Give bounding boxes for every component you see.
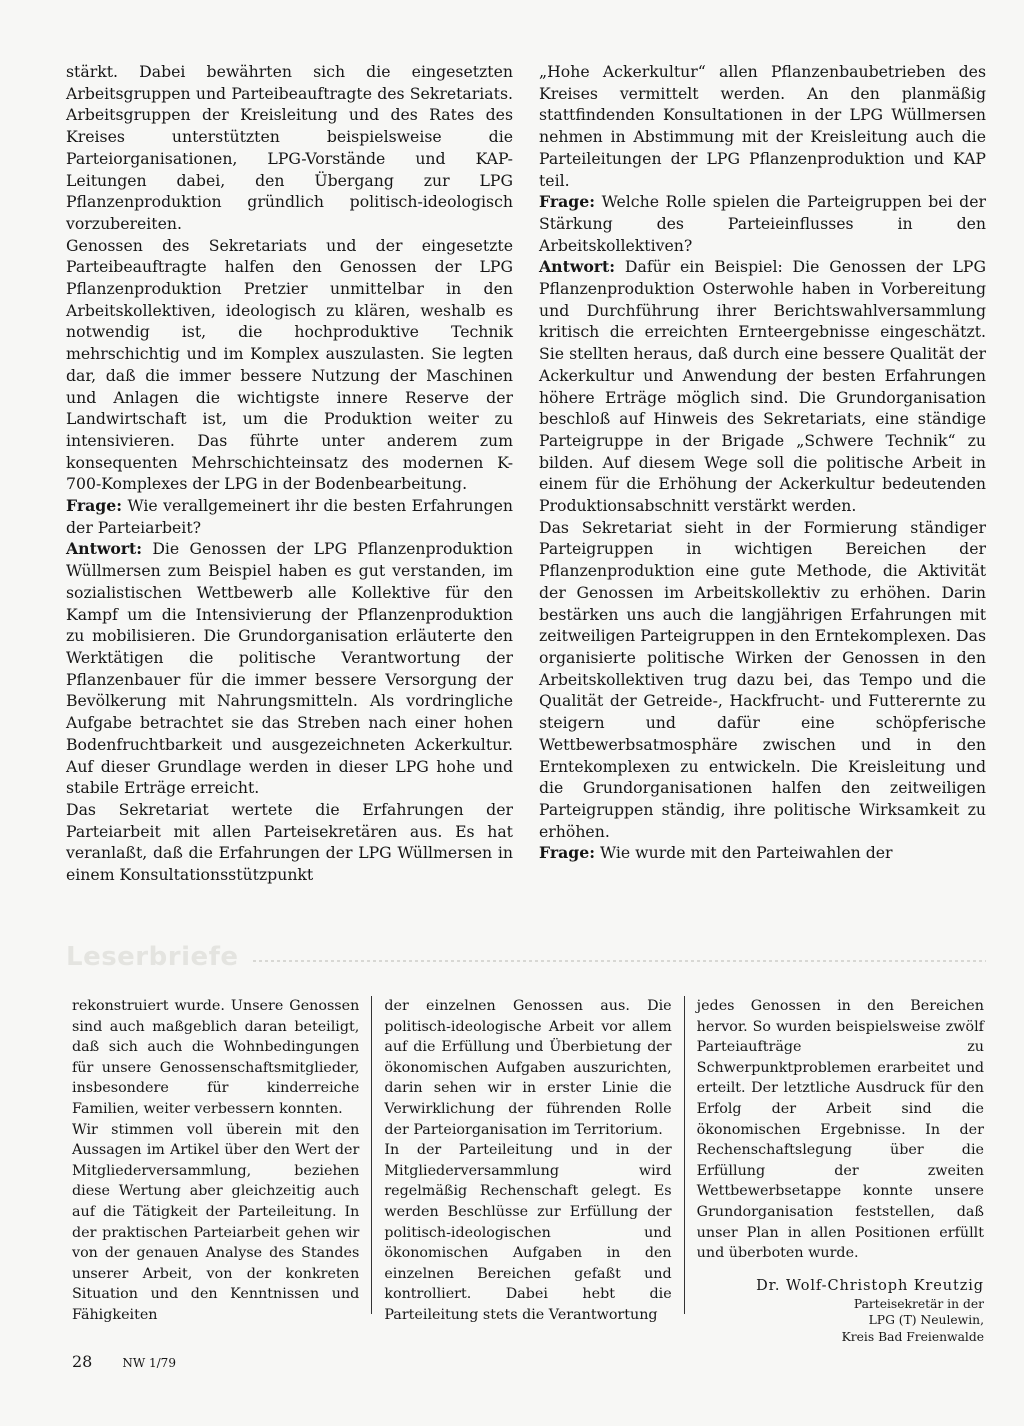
answer-paragraph: Antwort: Die Genossen der LPG Pflanzenproduktion Wüllmersen zum Beispiel haben es gut verstanden, im sozialistischen Wettbewerb alle Kollektive für den Kampf um die Intensivierung der Pflanzenproduktion zu mobilisieren. Die Grundorganisation erläuterte den Werktätigen die politische Verantwortung der Pflanzenbauer für die immer bessere Versorgung der Bevölkerung mit Nahrungsmitteln. Als vordringliche Aufgabe betrachtet sie das Streben nach einer hohen Bodenfruchtbarkeit und ausgezeichneten Ackerkultur. Auf dieser Grundlage werden in dieser LPG hohe und stabile Erträge erreicht. bbox=[66, 539, 513, 798]
paragraph: Wir stimmen voll überein mit den Aussagen im Artikel über den Wert der Mitgliederversammlung, beziehen diese Wertung aber gleichzeitig auch auf die Tätigkeit der Parteileitung. In der praktischen Parteiarbeit gehen wir von der genauen Analyse des Standes unserer Arbeit, von der konkreten Situation und den Kenntnissen und Fähigkeiten bbox=[72, 1121, 360, 1323]
paragraph: Genossen des Sekretariats und der eingesetzte Parteibeauftragte halfen den Genossen der LPG Pflanzenproduktion Pretzier unmittelbar in den Arbeitskollektiven, ideologisch zu klären, weshalb es notwendig ist, die hochproduktive Technik mehrschichtig und im Komplex auszulasten. Sie legten dar, daß die immer bessere Nutzung der Maschinen und Anlagen die wichtigste innere Reserve der Landwirtschaft ist, um die Produktion weiter zu intensivieren. Das führte unter anderem zum konsequenten Mehrschichteinsatz des modernen K-700-Komplexes der LPG in der Bodenbearbeitung. bbox=[66, 235, 513, 494]
letter-column-2 bbox=[371, 996, 683, 1323]
answer-paragraph: Antwort: Dafür ein Beispiel: Die Genossen der LPG Pflanzenproduktion Osterwohle haben in Vorbereitung und Durchführung ihrer Berichtswahlversammlung kritisch die erreichten Ernteergebnisse eingeschätzt. Sie stellten heraus, daß durch eine bessere Qualität der Ackerkultur und Anwendung der besten Erfahrungen höhere Erträge möglich sind. Die Grundorganisation beschloß auf Hinweis des Sekretariats, eine ständige Parteigruppe in der Brigade „Schwere Technik“ zu bilden. Auf diesem Wege soll die politische Arbeit in einem für die Erhöhung der Ackerkultur bedeutenden Produktionsabschnitt verstärkt werden. bbox=[539, 257, 986, 516]
interview-section bbox=[66, 61, 986, 916]
paragraph: Das Sekretariat sieht in der Formierung ständiger Parteigruppen in wichtigen Bereichen der Pflanzenproduktion eine gute Methode, die Aktivität der Genossen im Arbeitskollektiv zu erhöhen. Darin bestärken uns auch die langjährigen Erfahrungen mit zeitweiligen Parteigruppen in den Erntekomplexen. Das organisierte politische Wirken der Genossen in den Arbeitskollektiven trug dazu bei, das Tempo und die Qualität der Getreide-, Hackfrucht- und Futterernte zu steigern und dafür eine schöpferische Wettbewerbsatmosphäre zwischen und in den Erntekomplexen zu entwickeln. Die Kreisleitung und die Grundorganisationen halfen den zeitweiligen Parteigruppen ständig, ihre politische Wirksamkeit zu erhöhen. bbox=[539, 517, 986, 841]
signature-block bbox=[697, 1276, 984, 1346]
section-title-faint: Leserbriefe bbox=[66, 942, 239, 972]
letter-section bbox=[72, 996, 984, 1344]
interview-column-right bbox=[539, 61, 986, 916]
author-role-line: Kreis Bad Freienwalde bbox=[841, 1329, 984, 1344]
paragraph: Das Sekretariat wertete die Erfahrungen der Parteiarbeit mit allen Parteisekretären aus. Es hat veranlaßt, daß die Erfahrungen der LPG Wüllmersen in einem Konsultationsstützpunkt bbox=[66, 799, 513, 885]
paragraph: jedes Genossen in den Bereichen hervor. So wurden beispielsweise zwölf Parteiaufträge zu Schwerpunktproblemen erarbeitet und erteilt. Der letztliche Ausdruck für den Erfolg der Arbeit sind die ökonomischen Ergebnisse. In der Rechenschaftslegung über die Erfüllung der zweiten Wettbewerbsetappe konnte unsere Grundorganisation feststellen, daß unser Plan in allen Positionen erfüllt und überboten wurde. bbox=[696, 998, 984, 1262]
author-role-line: Parteisekretär in der bbox=[853, 1296, 984, 1311]
paragraph: „Hohe Ackerkultur“ allen Pflanzenbaubetrieben des Kreises vermittelt werden. An den planmäßig stattfindenden Konsultationen in der LPG Wüllmersen nehmen in Abstimmung mit der Kreisleitung auch die Parteileitungen der LPG Pflanzenproduktion und KAP teil. bbox=[539, 62, 986, 190]
question-label: Frage: bbox=[66, 496, 123, 516]
letter-column-1 bbox=[72, 996, 371, 1323]
section-header-show-through bbox=[66, 940, 986, 974]
question-label: Frage: bbox=[539, 843, 596, 863]
interview-column-left bbox=[66, 61, 513, 916]
paragraph: In der Parteileitung und in der Mitgliederversammlung wird regelmäßig Rechenschaft gelegt. Es werden Beschlüsse zur Erfüllung der politisch-ideologischen und ökonomischen Aufgaben in den einzelnen Bereichen gefaßt und kontrolliert. Dabei hebt die Parteileitung stets die Verantwortung bbox=[384, 1142, 672, 1323]
question-paragraph: Frage: Wie verallgemeinert ihr die besten Erfahrungen der Parteiarbeit? bbox=[66, 496, 513, 537]
paragraph: der einzelnen Genossen aus. Die politisch-ideologische Arbeit vor allem auf die Erfüllung und Überbietung der ökonomischen Aufgaben auszurichten, darin sehen wir in erster Linie die Verwirklichung der führenden Rolle der Parteiorganisation im Territorium. bbox=[384, 998, 672, 1138]
issue-label: NW 1/79 bbox=[122, 1356, 176, 1370]
paragraph: stärkt. Dabei bewährten sich die eingesetzten Arbeitsgruppen und Parteibeauftragte des Sekretariats. Arbeitsgruppen der Kreisleitung und des Rates des Kreises unterstützten beispielsweise die Parteiorganisationen, LPG-Vorstände und KAP-Leitungen dabei, den Übergang zur LPG Pflanzenproduktion gründlich politisch-ideologisch vorzubereiten. bbox=[66, 62, 513, 233]
dotted-rule bbox=[253, 960, 986, 962]
answer-label: Antwort: bbox=[66, 539, 143, 559]
author-name: Dr. Wolf-Christoph Kreutzig bbox=[756, 1277, 984, 1294]
page-number: 28 bbox=[72, 1352, 93, 1371]
author-role-line: LPG (T) Neulewin, bbox=[868, 1313, 984, 1328]
paragraph: rekonstruiert wurde. Unsere Genossen sind auch maßgeblich daran beteiligt, daß sich auch die Wohnbedingungen für unsere Genossenschaftsmitglieder, insbesondere für kinderreiche Familien, weiter verbessern konnten. bbox=[72, 998, 360, 1117]
page-footer bbox=[72, 1352, 176, 1371]
question-paragraph: Frage: Welche Rolle spielen die Parteigruppen bei der Stärkung des Parteieinflusses in den Arbeitskollektiven? bbox=[539, 192, 986, 255]
question-paragraph: Frage: Wie wurde mit den Parteiwahlen der bbox=[539, 843, 893, 863]
letter-column-3 bbox=[684, 996, 984, 1344]
answer-label: Antwort: bbox=[539, 257, 616, 277]
question-label: Frage: bbox=[539, 192, 596, 212]
